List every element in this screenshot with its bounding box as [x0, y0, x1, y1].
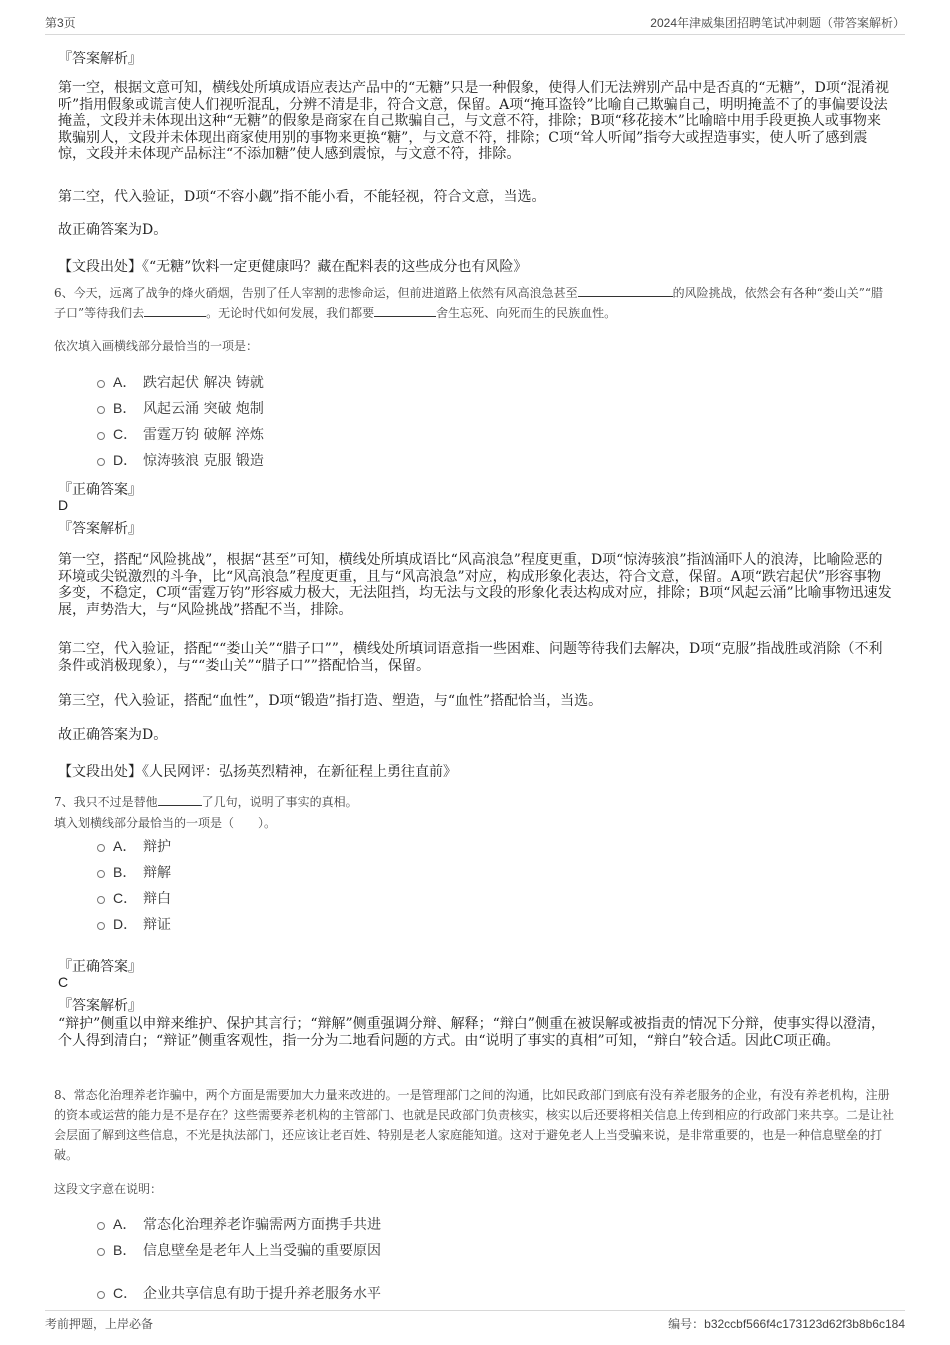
radio-icon[interactable]: [97, 1222, 105, 1230]
document-title: 2024年津威集团招聘笔试冲刺题（带答案解析）: [650, 16, 905, 30]
q7-analysis: “辩护”侧重以申辩来维护、保护其言行；“辩解”侧重强调分辩、解释；“辩白”侧重在被误解或被指责的情况下分辩，使事实得以澄清，个人得到清白；“辩证”侧重客观性，指一分为二地看问题的方式。由“说明了事实的真相”可知，“辩白”较合适。因此C项正确。: [58, 1016, 885, 1049]
q8-prompt: 这段文字意在说明：: [54, 1182, 163, 1196]
q8-option-a[interactable]: A． 常态化治理养老诈骗需两方面携手共进: [97, 1214, 381, 1234]
q5-source: 【文段出处】《“无糖”饮料一定更健康吗？藏在配料表的这些成分也有风险》: [58, 259, 528, 275]
radio-icon[interactable]: [97, 844, 105, 852]
q6-analysis-p3: 第三空，代入验证，搭配“血性”，D项“锻造”指打造、塑造，与“血性”搭配恰当，当选。: [58, 693, 603, 709]
q6-blank-2: [144, 304, 206, 317]
q7-blank: [158, 793, 202, 806]
q6-correct-label: 『正确答案』: [58, 482, 142, 498]
radio-icon[interactable]: [97, 870, 105, 878]
q5-conclusion: 故正确答案为D。: [58, 222, 168, 238]
q7-stem: 7、我只不过是替他 了几句，说明了事实的真相。: [54, 795, 358, 809]
radio-icon[interactable]: [97, 922, 105, 930]
footer-slogan: 考前押题，上岸必备: [45, 1317, 154, 1331]
radio-icon[interactable]: [97, 432, 105, 440]
radio-icon[interactable]: [97, 380, 105, 388]
q7-option-b[interactable]: B． 辩解: [97, 862, 171, 882]
q7-option-a[interactable]: A． 辩护: [97, 836, 171, 856]
q6-prompt: 依次填入画横线部分最恰当的一项是：: [54, 339, 259, 353]
q6-option-a[interactable]: A． 跌宕起伏 解决 铸就: [97, 372, 264, 392]
q8-option-c[interactable]: C． 企业共享信息有助于提升养老服务水平: [97, 1283, 381, 1303]
q6-blank-3: [374, 304, 436, 317]
q8-stem: 8、常态化治理养老诈骗中，两个方面是需要加大力量来改进的。一是管理部门之间的沟通，比如民政部门到底有没有养老服务的企业，有没有养老机构，注册的资本或运营的能力是不是存在？这些需要养老机构的主管部门、也就是民政部门负责核实，核实以后还要将相关信息上传到相应的行政部门来共享。二是让社会层面了解到这些信息，不光是执法部门，还应该让老百姓、特别是老人家庭能知道。这对于避免老人上当受骗来说，是非常重要的，也是一种信息壁垒的打破。: [54, 1088, 895, 1162]
q6-source: 【文段出处】《人民网评：弘扬英烈精神，在新征程上勇往直前》: [58, 764, 457, 780]
q5-analysis-p1: 第一空，根据文意可知，横线处所填成语应表达产品中的“无糖”只是一种假象，使得人们无法辨别产品中是否真的“无糖”，D项“混淆视听”指用假象或谎言使人们视听混乱，分辨不清是非，符合文意，保留。A项“掩耳盗铃”比喻自己欺骗自己，明明掩盖不了的事偏要设法掩盖，文段并未体现出这种“无糖”的假象是商家在自己欺骗自己，与文意不符，排除；B项“移花接木”比喻暗中用手段更换人或事物来欺骗别人，文段并未体现出商家使用别的事物来更换“糖”，与文意不符，排除；C项“耸人听闻”指夸大或捏造事实，使人听了感到震惊，文段并未体现产品标注“不添加糖”使人感到震惊，与文意不符，排除。: [58, 80, 890, 162]
radio-icon[interactable]: [97, 1248, 105, 1256]
radio-icon[interactable]: [97, 1291, 105, 1299]
q6-stem: 6、今天，远离了战争的烽火硝烟，告别了任人宰割的悲惨命运，但前进道路上依然有风高浪急甚至 的风险挑战，依然会有各种“娄山关”“腊子口”等待我们去 。无论时代如何发展，我们都要 舍生忘死、向死而生的民族血性。: [54, 286, 884, 320]
radio-icon[interactable]: [97, 406, 105, 414]
q7-prompt: 填入划横线部分最恰当的一项是（ ）。: [54, 816, 277, 830]
q6-analysis-p2: 第二空，代入验证，搭配““娄山关”“腊子口””，横线处所填词语意指一些困难、问题等待我们去解决，D项“克服”指战胜或消除（不利条件或消极现象），与““娄山关”“腊子口””搭配恰当，保留。: [58, 641, 883, 674]
q7-correct-answer: C: [58, 974, 69, 990]
q7-analysis-label: 『答案解析』: [58, 998, 142, 1014]
q5-analysis-label: 『答案解析』: [58, 51, 142, 67]
q7-option-d[interactable]: D． 辩证: [97, 914, 171, 934]
q8-option-b[interactable]: B． 信息壁垒是老年人上当受骗的重要原因: [97, 1240, 381, 1260]
q6-option-c[interactable]: C． 雷霆万钧 破解 淬炼: [97, 424, 264, 444]
radio-icon[interactable]: [97, 458, 105, 466]
q6-blank-1: [578, 284, 673, 297]
radio-icon[interactable]: [97, 896, 105, 904]
q6-correct-answer: D: [58, 497, 69, 513]
q5-analysis-p2: 第二空，代入验证，D项“不容小觑”指不能小看，不能轻视，符合文意，当选。: [58, 189, 546, 205]
q6-option-d[interactable]: D． 惊涛骇浪 克服 锻造: [97, 450, 264, 470]
page-number: 第3页: [45, 16, 76, 30]
q6-conclusion: 故正确答案为D。: [58, 727, 168, 743]
q7-option-c[interactable]: C． 辩白: [97, 888, 171, 908]
page-footer: [45, 1310, 905, 1331]
q7-correct-label: 『正确答案』: [58, 959, 142, 975]
q6-option-b[interactable]: B． 风起云涌 突破 炮制: [97, 398, 264, 418]
q6-analysis-p1: 第一空，搭配“风险挑战”，根据“甚至”可知，横线处所填成语比“风高浪急”程度更重，D项“惊涛骇浪”指汹涌吓人的浪涛，比喻险恶的环境或尖锐激烈的斗争，比“风高浪急”程度更重，且与“风高浪急”对应，构成形象化表达，符合文意，保留。A项“跌宕起伏”形容事物多变，不稳定，C项“雷霆万钧”形容威力极大，无法阻挡，均无法与文段的形象化表达构成对应，排除；B项“风起云涌”比喻事物迅速发展，声势浩大，与“风险挑战”搭配不当，排除。: [58, 552, 892, 618]
document-code: 编号：b32ccbf566f4c173123d62f3b8b6c184: [668, 1317, 905, 1331]
page-header: [45, 12, 905, 35]
q6-analysis-label: 『答案解析』: [58, 521, 142, 537]
